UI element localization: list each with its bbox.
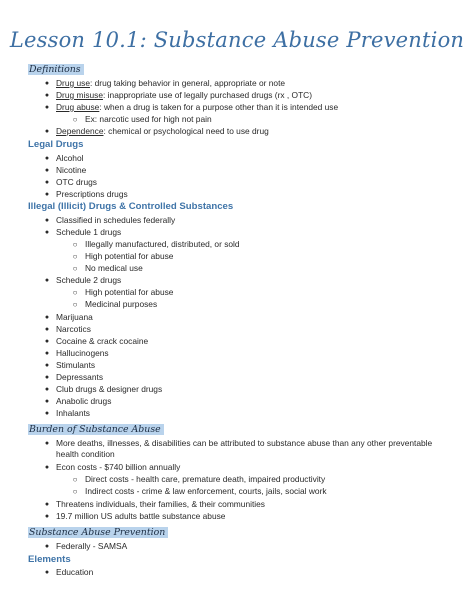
bullet-icon: ● — [44, 104, 50, 111]
list-item: ● Threatens individuals, their families, & their communities — [56, 499, 265, 510]
list-item: ● Cocaine & crack cocaine — [56, 336, 148, 347]
bullet-icon: ● — [44, 155, 50, 162]
list-item: ● Drug misuse: inappropriate use of legally purchased drugs (rx , OTC) — [56, 90, 312, 101]
circle-bullet-icon: ○ — [72, 240, 78, 249]
list-item: ● Drug use: drug taking behavior in general, appropriate or note — [56, 78, 285, 89]
list-item: ● Econ costs - $740 billion annually — [56, 462, 180, 473]
bullet-icon: ● — [44, 350, 50, 357]
list-item: ○ High potential for abuse — [85, 251, 173, 262]
definitions-heading: Definitions — [28, 63, 84, 76]
circle-bullet-icon: ○ — [72, 487, 78, 496]
bullet-icon: ● — [44, 374, 50, 381]
list-item: ● Narcotics — [56, 324, 91, 335]
bullet-icon: ● — [44, 167, 50, 174]
circle-bullet-icon: ○ — [72, 288, 78, 297]
list-item: ○ Indirect costs - crime & law enforcement, courts, jails, social work — [85, 486, 327, 497]
list-item: ● Prescriptions drugs — [56, 189, 128, 200]
list-item: ○ Illegally manufactured, distributed, or sold — [85, 239, 240, 250]
list-item: ● Classified in schedules federally — [56, 215, 175, 226]
list-item: ● Marijuana — [56, 312, 93, 323]
list-item: ● Education — [56, 567, 93, 578]
page-title: Lesson 10.1: Substance Abuse Prevention — [9, 28, 465, 52]
bullet-icon: ● — [44, 128, 50, 135]
list-item: ● More deaths, illnesses, & disabilities can be attributed to substance abuse than any other preventable health condition — [56, 438, 446, 460]
bullet-icon: ● — [44, 501, 50, 508]
list-item: ● Federally - SAMSA — [56, 541, 127, 552]
bullet-icon: ● — [44, 80, 50, 87]
circle-bullet-icon: ○ — [72, 252, 78, 261]
bullet-icon: ● — [44, 217, 50, 224]
circle-bullet-icon: ○ — [72, 264, 78, 273]
bullet-icon: ● — [44, 277, 50, 284]
list-item: ○ No medical use — [85, 263, 143, 274]
list-item: ● Depressants — [56, 372, 103, 383]
list-item: ○ Ex: narcotic used for high not pain — [85, 114, 212, 125]
bullet-icon: ● — [44, 314, 50, 321]
list-item: ● Inhalants — [56, 408, 90, 419]
circle-bullet-icon: ○ — [72, 115, 78, 124]
list-item: ● 19.7 million US adults battle substance abuse — [56, 511, 225, 522]
list-item: ○ Medicinal purposes — [85, 299, 157, 310]
list-item: ● Hallucinogens — [56, 348, 109, 359]
bullet-icon: ● — [44, 326, 50, 333]
burden-heading: Burden of Substance Abuse — [28, 423, 164, 436]
bullet-icon: ● — [44, 191, 50, 198]
prevention-heading: Substance Abuse Prevention — [28, 526, 168, 539]
bullet-icon: ● — [44, 229, 50, 236]
illegal-drugs-heading: Illegal (Illicit) Drugs & Controlled Substances — [28, 201, 234, 212]
list-item: ● Stimulants — [56, 360, 95, 371]
bullet-icon: ● — [44, 179, 50, 186]
bullet-icon: ● — [44, 464, 50, 471]
bullet-icon: ● — [44, 440, 50, 447]
list-item: ○ Direct costs - health care, premature death, impaired productivity — [85, 474, 325, 485]
bullet-icon: ● — [44, 362, 50, 369]
bullet-icon: ● — [44, 569, 50, 576]
bullet-icon: ● — [44, 338, 50, 345]
list-item: ● Club drugs & designer drugs — [56, 384, 162, 395]
circle-bullet-icon: ○ — [72, 300, 78, 309]
list-item: ● Anabolic drugs — [56, 396, 111, 407]
bullet-icon: ● — [44, 513, 50, 520]
list-item: ● Schedule 1 drugs — [56, 227, 121, 238]
legal-drugs-heading: Legal Drugs — [28, 139, 84, 150]
list-item: ● Schedule 2 drugs — [56, 275, 121, 286]
bullet-icon: ● — [44, 543, 50, 550]
bullet-icon: ● — [44, 386, 50, 393]
list-item: ● Dependence: chemical or psychological need to use drug — [56, 126, 269, 137]
circle-bullet-icon: ○ — [72, 475, 78, 484]
elements-heading: Elements — [28, 554, 71, 565]
list-item: ○ High potential for abuse — [85, 287, 173, 298]
list-item: ● Alcohol — [56, 153, 83, 164]
list-item: ● Drug abuse: when a drug is taken for a purpose other than it is intended use — [56, 102, 338, 113]
list-item: ● Nicotine — [56, 165, 86, 176]
bullet-icon: ● — [44, 398, 50, 405]
bullet-icon: ● — [44, 92, 50, 99]
list-item: ● OTC drugs — [56, 177, 97, 188]
bullet-icon: ● — [44, 410, 50, 417]
